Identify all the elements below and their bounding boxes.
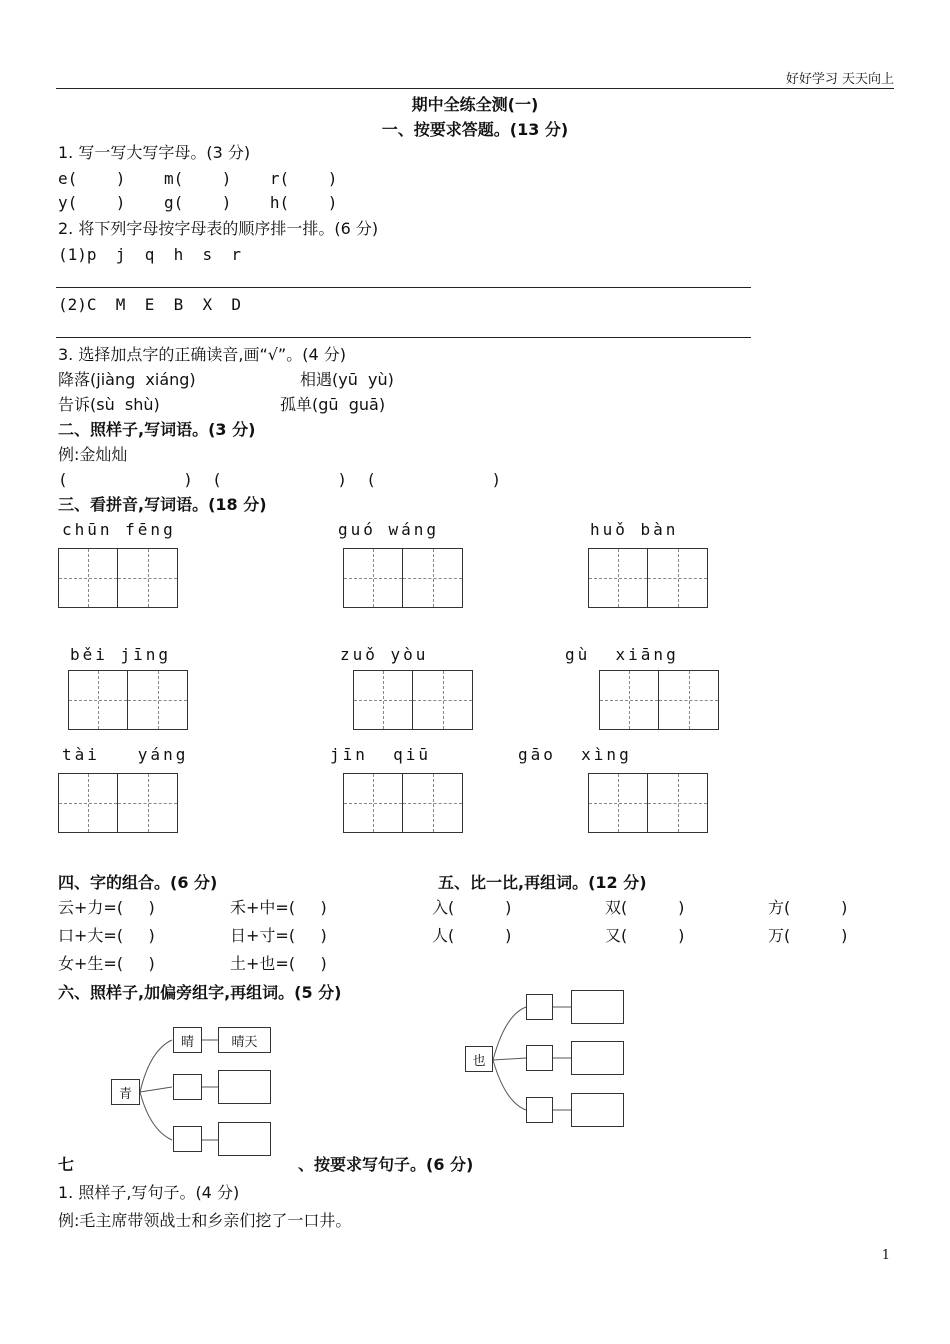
word-answer-box[interactable]	[218, 1122, 271, 1156]
compare-item[interactable]: 入( )	[432, 898, 512, 917]
combo-item[interactable]: 日+寸=( )	[230, 926, 327, 945]
char-answer-box[interactable]	[526, 1097, 553, 1123]
combo-item[interactable]: 口+大=( )	[58, 926, 155, 945]
compare-item[interactable]: 方( )	[768, 898, 848, 917]
section2-blanks[interactable]: ( ) ( ) ( )	[58, 470, 502, 489]
char-answer-box[interactable]	[173, 1126, 202, 1152]
pinyin-label: zuǒ yòu	[340, 645, 429, 664]
q3-prompt: 3. 选择加点字的正确读音,画“√”。(4 分)	[58, 345, 346, 364]
q3-row1b: 相遇(yū yù)	[300, 370, 394, 389]
section1-heading: 一、按要求答题。(13 分)	[381, 120, 569, 139]
q3-row1a: 降落(jiàng xiáng)	[58, 370, 196, 389]
combo-item[interactable]: 女+生=( )	[58, 954, 155, 973]
q3-row2a: 告诉(sù shù)	[58, 395, 160, 414]
section6-heading: 六、照样子,加偏旁组字,再组词。(5 分)	[58, 983, 342, 1002]
section7-heading: 、按要求写句子。(6 分)	[298, 1155, 474, 1174]
compare-item[interactable]: 人( )	[432, 926, 512, 945]
word-answer-box[interactable]	[571, 1041, 624, 1075]
pinyin-label: huǒ bàn	[590, 520, 679, 539]
section4-heading: 四、字的组合。(6 分)	[58, 873, 218, 892]
char-answer-box[interactable]	[173, 1074, 202, 1100]
char-answer-box[interactable]	[526, 994, 553, 1020]
section5-heading: 五、比一比,再组词。(12 分)	[438, 873, 647, 892]
tree-root-box: 也	[465, 1046, 493, 1072]
section7-example: 例:毛主席带领战士和乡亲们挖了一口井。	[58, 1211, 352, 1230]
char-answer-box[interactable]	[526, 1045, 553, 1071]
word-answer-box[interactable]	[571, 1093, 624, 1127]
word-answer-box[interactable]	[571, 990, 624, 1024]
compare-item[interactable]: 万( )	[768, 926, 848, 945]
compare-item[interactable]: 又( )	[605, 926, 685, 945]
example-word-box: 晴天	[218, 1027, 271, 1053]
combo-item[interactable]: 禾+中=( )	[230, 898, 327, 917]
q2-item2: (2)C M E B X D	[58, 295, 242, 314]
pinyin-label: tài yáng	[62, 745, 189, 764]
combo-item[interactable]: 土+也=( )	[230, 954, 327, 973]
pinyin-label: chūn fēng	[62, 520, 176, 539]
compare-item[interactable]: 双( )	[605, 898, 685, 917]
q2-item1: (1)p j q h s r	[58, 245, 242, 264]
section7-number: 七	[58, 1155, 75, 1174]
pinyin-label: gāo xìng	[518, 745, 632, 764]
word-answer-box[interactable]	[218, 1070, 271, 1104]
pinyin-label: guó wáng	[338, 520, 440, 539]
tree-root-box: 青	[111, 1079, 140, 1105]
q1-prompt: 1. 写一写大写字母。(3 分)	[58, 143, 251, 162]
section3-heading: 三、看拼音,写词语。(18 分)	[58, 495, 267, 514]
q2-prompt: 2. 将下列字母按字母表的顺序排一排。(6 分)	[58, 219, 379, 238]
page-title: 期中全练全测(一)	[411, 95, 539, 114]
page-number: 1	[881, 1248, 890, 1263]
pinyin-label: jīn qiū	[330, 745, 432, 764]
header-motto: 好好学习 天天向上	[785, 72, 894, 87]
pinyin-label: běi jīng	[70, 645, 172, 664]
q1-row2: y( ) g( ) h( )	[58, 193, 338, 212]
section7-q1: 1. 照样子,写句子。(4 分)	[58, 1183, 240, 1202]
combo-item[interactable]: 云+力=( )	[58, 898, 155, 917]
q3-row2b: 孤单(gū guā)	[280, 395, 386, 414]
example-char-box: 晴	[173, 1027, 202, 1053]
pinyin-label: gù xiāng	[565, 645, 679, 664]
section2-example: 例:金灿灿	[58, 445, 128, 464]
section2-heading: 二、照样子,写词语。(3 分)	[58, 420, 256, 439]
q1-row1: e( ) m( ) r( )	[58, 169, 338, 188]
